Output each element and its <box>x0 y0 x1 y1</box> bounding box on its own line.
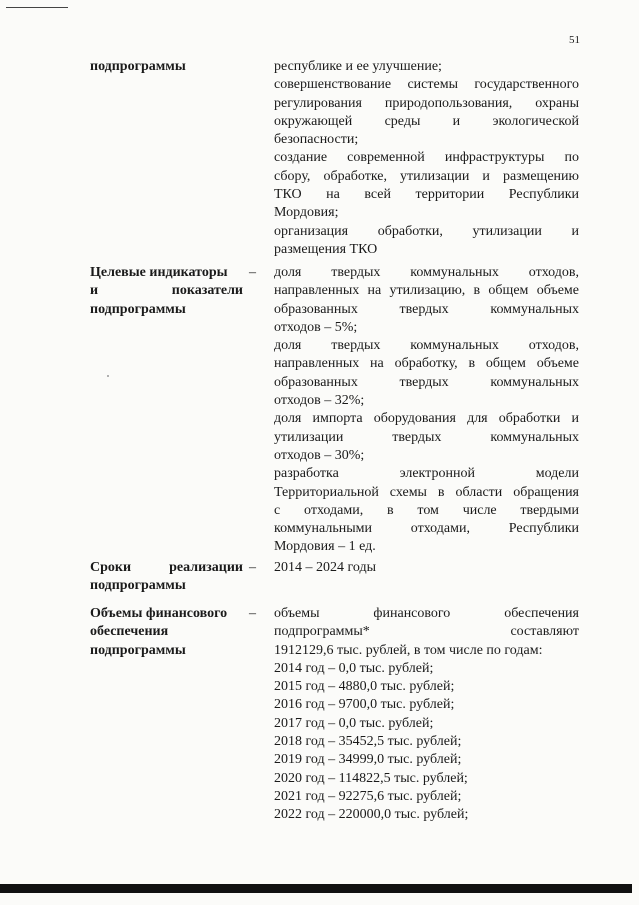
content-line: 2022 год – 220000,0 тыс. рублей; <box>274 807 469 823</box>
content-line: окружающей среды и экологической <box>274 113 579 129</box>
section-dash: – <box>249 560 256 575</box>
content-line: разработка электронной модели <box>274 466 579 482</box>
content-line: размещения ТКО <box>274 241 378 257</box>
section-label <box>90 58 243 76</box>
label-line: Целевые индикаторы <box>90 265 228 280</box>
content-line: сбору, обработке, утилизации и размещению <box>274 168 579 184</box>
content-line: коммунальными отходами, Республики <box>274 521 579 537</box>
section-content <box>274 264 579 557</box>
content-line: отходов – 32%; <box>274 393 365 409</box>
content-line: направленных на утилизацию, в общем объеме <box>274 283 579 299</box>
content-line: отходов – 5%; <box>274 319 358 335</box>
content-line: 1912129,6 тыс. рублей, в том числе по годам: <box>274 642 543 658</box>
label-line: Объемы финансового <box>90 606 228 621</box>
content-line: 2015 год – 4880,0 тыс. рублей; <box>274 679 455 695</box>
content-line: 2016 год – 9700,0 тыс. рублей; <box>274 697 455 713</box>
content-line: 2019 год – 34999,0 тыс. рублей; <box>274 752 462 768</box>
section-dash: – <box>249 265 256 280</box>
label-line: обеспечения <box>90 624 169 640</box>
content-line: отходов – 30%; <box>274 447 365 463</box>
content-line: создание современной инфраструктуры по <box>274 150 579 166</box>
content-line: доля твердых коммунальных отходов, <box>274 338 579 354</box>
label-line: подпрограммы <box>90 301 186 317</box>
page-number: 51 <box>569 34 580 46</box>
section-label <box>90 264 243 319</box>
section-label <box>90 559 243 596</box>
content-line: образованных твердых коммунальных <box>274 301 579 317</box>
content-line: организация обработки, утилизации и <box>274 223 579 239</box>
label-line: подпрограммы <box>90 59 186 74</box>
content-line: образованных твердых коммунальных <box>274 374 579 390</box>
label-line: Сроки реализации <box>90 560 243 575</box>
section-content <box>274 58 579 259</box>
content-line: 2017 год – 0,0 тыс. рублей; <box>274 715 434 731</box>
scan-speck <box>107 375 109 377</box>
section-content <box>274 605 579 825</box>
content-line: 2014 год – 0,0 тыс. рублей; <box>274 660 434 676</box>
content-line: с отходами, в том числе твердыми <box>274 502 579 518</box>
content-line: направленных на обработку, в общем объеме <box>274 356 579 372</box>
content-line: 2018 год – 35452,5 тыс. рублей; <box>274 734 462 750</box>
content-line: безопасности; <box>274 132 359 148</box>
content-line: 2021 год – 92275,6 тыс. рублей; <box>274 788 462 804</box>
label-line: подпрограммы <box>90 578 186 594</box>
content-line: республике и ее улучшение; <box>274 59 442 74</box>
content-line: регулирования природопользования, охраны <box>274 95 579 111</box>
content-line: 2014 – 2024 годы <box>274 560 377 575</box>
content-line: подпрограммы* составляют <box>274 624 579 640</box>
scan-edge-mark <box>6 7 68 8</box>
content-line: объемы финансового обеспечения <box>274 606 579 621</box>
section-content <box>274 559 579 577</box>
content-line: ТКО на всей территории Республики <box>274 187 579 203</box>
content-line: совершенствование системы государственного <box>274 77 579 93</box>
content-line: Мордовия; <box>274 205 339 221</box>
section-label <box>90 605 243 660</box>
section-dash: – <box>249 606 256 621</box>
content-line: доля твердых коммунальных отходов, <box>274 265 579 280</box>
content-line: Мордовия – 1 ед. <box>274 539 376 555</box>
content-line: утилизации твердых коммунальных <box>274 429 579 445</box>
content-line: Территориальной схемы в области обращения <box>274 484 579 500</box>
content-line: 2020 год – 114822,5 тыс. рублей; <box>274 770 468 786</box>
label-line: и показатели <box>90 283 243 299</box>
content-line: доля импорта оборудования для обработки и <box>274 411 579 427</box>
scan-bottom-border <box>0 884 632 893</box>
label-line: подпрограммы <box>90 642 186 658</box>
